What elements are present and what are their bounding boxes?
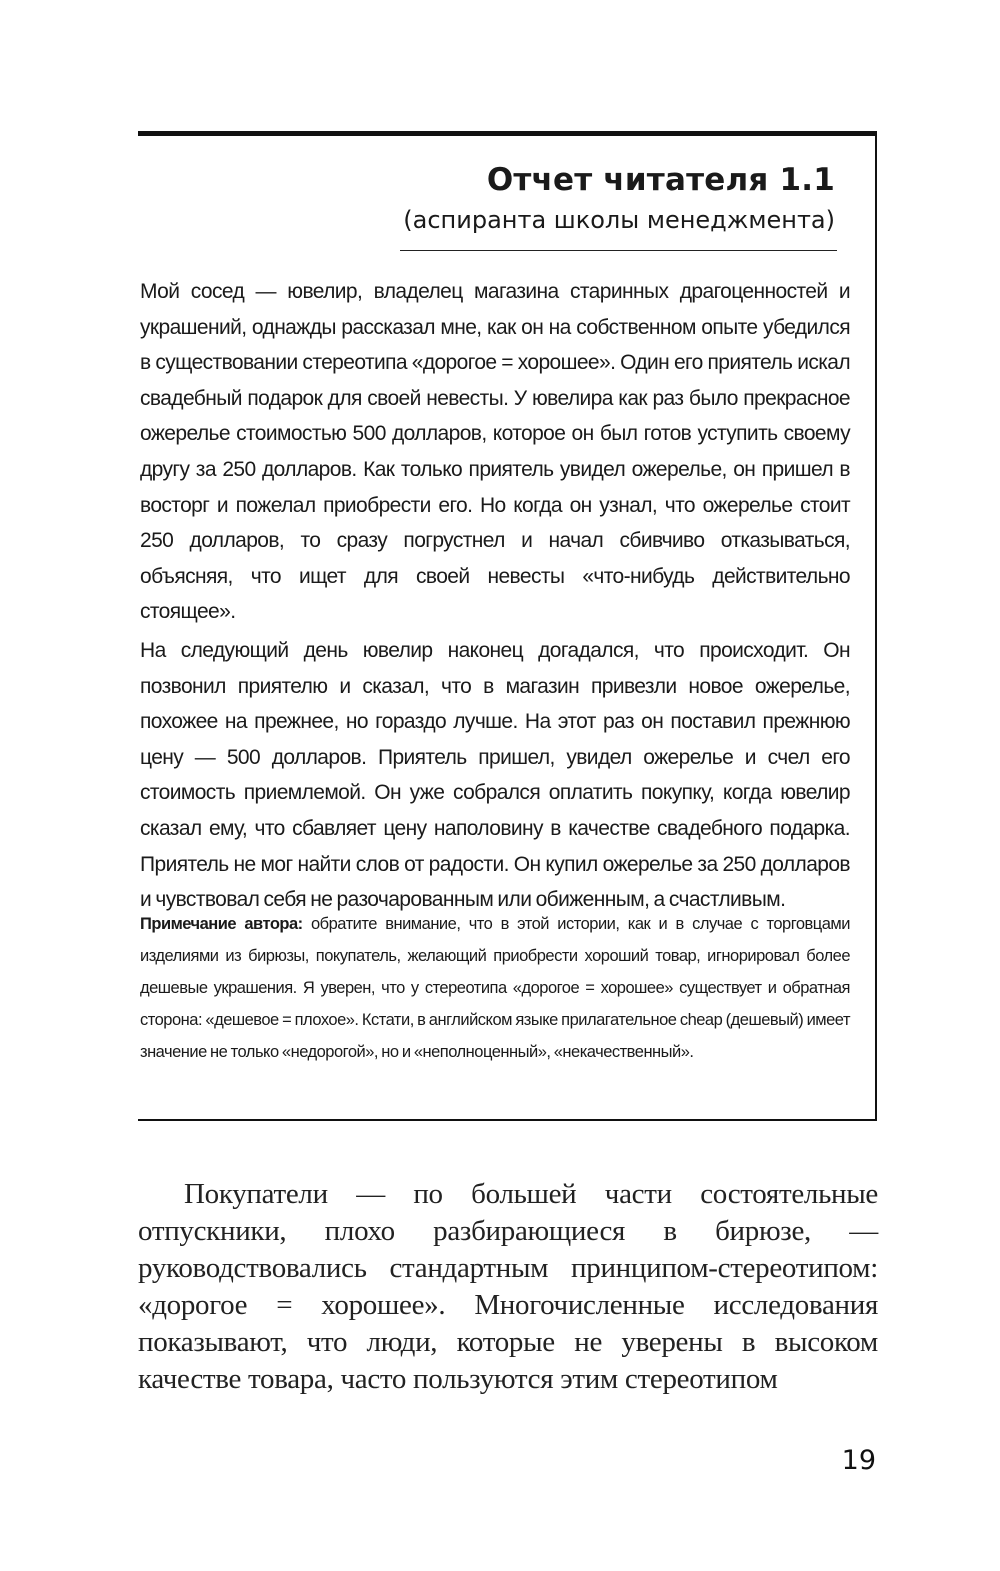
title-divider — [400, 250, 837, 251]
author-note — [140, 908, 850, 1068]
author-note-label: Примечание автора: — [140, 915, 303, 933]
reader-report-box — [138, 131, 877, 1121]
main-body-paragraph: Покупатели — по большей части состоятельные отпускники, плохо разбирающиеся в бирюзе, — руководствовались стандартным принципом-стереотипом: «дорогое = хорошее». Многочисленные исследования показывают, что люди, которые не уверены в высоком качестве товара, часто пользуются этим стереотипом — [138, 1178, 878, 1395]
page-number: 19 — [841, 1445, 876, 1476]
report-story — [140, 274, 850, 921]
story-paragraph-1: Мой сосед — ювелир, владелец магазина старинных драгоценностей и украшений, однажды рассказал мне, как он на собственном опыте убедился в существовании стереотипа «дорогое = хорошее». Один его приятель искал свадебный подарок для своей невесты. У ювелира как раз было прекрасное ожерелье стоимостью 500 долларов, которое он был готов уступить своему другу за 250 долларов. Как только приятель увидел ожерелье, он пришел в восторг и пожелал приобрести его. Но когда он узнал, что ожерелье стоит 250 долларов, то сразу погрустнел и начал сбивчиво отказываться, объясняя, что ищет для своей невесты «что-нибудь действительно стоящее». — [140, 280, 850, 624]
story-paragraph-2: На следующий день ювелир наконец догадался, что происходит. Он позвонил приятелю и сказал, что в магазин привезли новое ожерелье, похожее на прежнее, но гораздо лучше. На этот раз он поставил прежнюю цену — 500 долларов. Приятель пришел, увидел ожерелье и счел его стоимость приемлемой. Он уже собрался оплатить покупку, когда ювелир сказал ему, что сбавляет цену наполовину в качестве свадебного подарка. Приятель не мог найти слов от радости. Он купил ожерелье за 250 долларов и чувствовал себя не разочарованным или обиженным, а счастливым. — [140, 638, 850, 912]
author-note-text: обратите внимание, что в этой истории, как и в случае с торговцами изделиями из бирюзы, покупатель, желающий приобрести хороший товар, игнорировал более дешевые украшения. Я уверен, что у стереотипа «дорогое = хорошее» существует и обратная сторона: «дешевое = плохое». Кстати, в английском языке прилагательное cheap (дешевый) имеет значение не только «недорогой», но и «неполноценный», «некачественный». — [140, 915, 850, 1061]
box-title: Отчет читателя 1.1 — [486, 162, 835, 198]
box-subtitle: (аспиранта школы менеджмента) — [403, 206, 835, 234]
